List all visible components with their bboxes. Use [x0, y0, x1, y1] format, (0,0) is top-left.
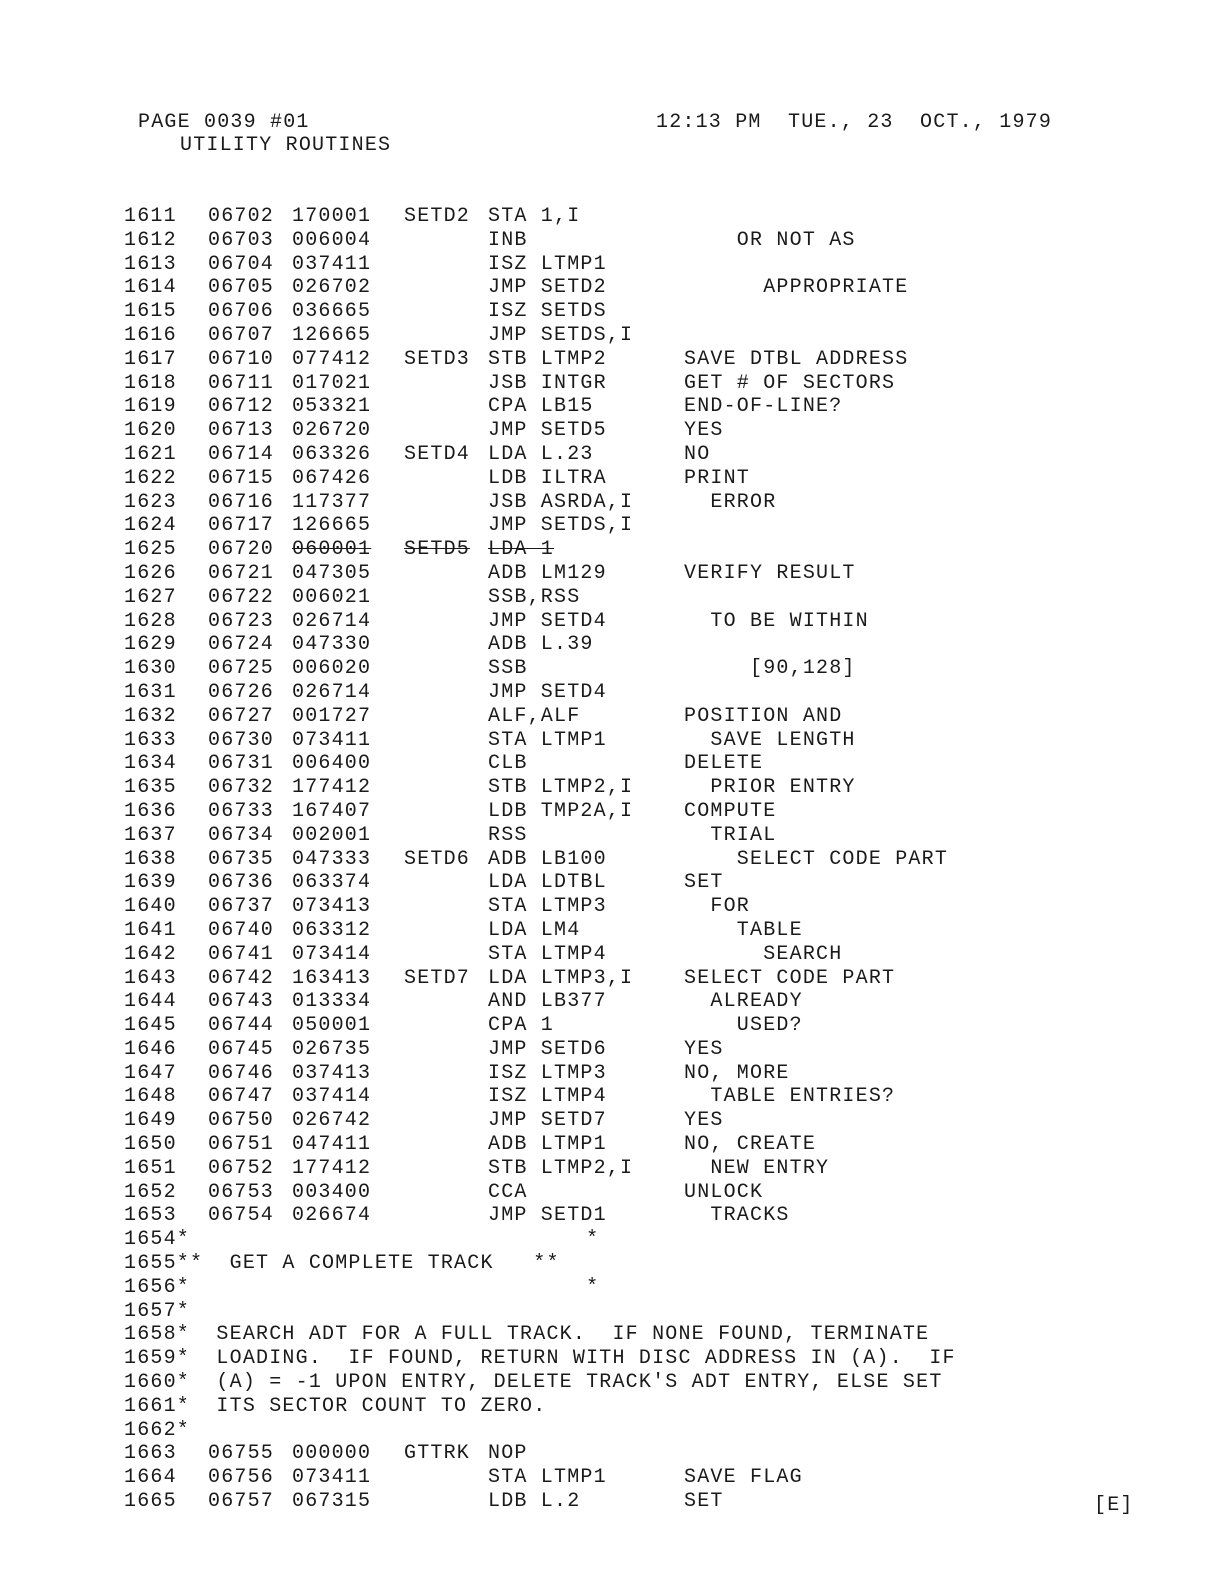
- object-code: 026720: [292, 419, 372, 443]
- instruction: LDA LDTBL: [488, 871, 607, 895]
- instruction: STA LTMP1: [488, 1466, 607, 1490]
- address: 06710: [208, 347, 275, 371]
- line-number: 1619: [124, 395, 177, 419]
- line-number: 1615: [124, 300, 177, 324]
- comment-line-text: 1655** GET A COMPLETE TRACK **: [124, 1252, 560, 1276]
- listing-line: [124, 229, 1124, 253]
- comment: UNLOCK: [684, 1180, 764, 1204]
- address: 06756: [208, 1466, 275, 1490]
- address: 06722: [208, 585, 275, 609]
- listing-line: [124, 276, 1124, 300]
- object-code: 077412: [292, 347, 372, 371]
- comment: OR NOT AS: [684, 228, 856, 252]
- listing-line: [124, 943, 1124, 967]
- listing-line: [124, 586, 1124, 610]
- instruction: LDB TMP2A,I: [488, 799, 634, 823]
- object-code: 006020: [292, 657, 372, 681]
- address: 06707: [208, 323, 275, 347]
- object-code: 006400: [292, 752, 372, 776]
- line-number: 1650: [124, 1133, 177, 1157]
- object-code: 037413: [292, 1061, 372, 1085]
- section-title: UTILITY ROUTINES: [180, 134, 392, 157]
- instruction: STB LTMP2,I: [488, 776, 634, 800]
- comment: NO, MORE: [684, 1061, 790, 1085]
- line-number: 1637: [124, 823, 177, 847]
- address: 06702: [208, 205, 275, 228]
- instruction: ADB L.39: [488, 633, 594, 657]
- address: 06755: [208, 1442, 275, 1466]
- object-code: 047305: [292, 561, 372, 585]
- object-code: 026735: [292, 1037, 372, 1061]
- comment: END-OF-LINE?: [684, 395, 843, 419]
- line-number: 1645: [124, 1014, 177, 1038]
- line-number: 1625: [124, 538, 177, 562]
- comment: TABLE ENTRIES?: [684, 1085, 896, 1109]
- instruction: JMP SETD4: [488, 609, 607, 633]
- object-code: 126665: [292, 514, 372, 538]
- instruction: CPA LB15: [488, 395, 594, 419]
- address: 06721: [208, 561, 275, 585]
- address: 06713: [208, 419, 275, 443]
- instruction: ISZ LTMP3: [488, 1061, 607, 1085]
- address: 06754: [208, 1204, 275, 1228]
- line-number: 1620: [124, 419, 177, 443]
- object-code: 002001: [292, 823, 372, 847]
- page-mark: [E]: [1094, 1494, 1134, 1517]
- object-code: 047411: [292, 1133, 372, 1157]
- object-code: 037411: [292, 252, 372, 276]
- listing-line: [124, 514, 1124, 538]
- line-number: 1613: [124, 252, 177, 276]
- line-number: 1627: [124, 585, 177, 609]
- address: 06741: [208, 942, 275, 966]
- line-number: 1628: [124, 609, 177, 633]
- instruction: STB LTMP2,I: [488, 1156, 634, 1180]
- object-code: 167407: [292, 799, 372, 823]
- address: 06720: [208, 538, 275, 562]
- listing-line: [124, 871, 1124, 895]
- comment: DELETE: [684, 752, 764, 776]
- instruction: JMP SETD1: [488, 1204, 607, 1228]
- address: 06717: [208, 514, 275, 538]
- listing-line: [124, 348, 1124, 372]
- comment: PRINT: [684, 466, 751, 490]
- object-code: 013334: [292, 990, 372, 1014]
- assembly-listing: [124, 205, 1124, 1514]
- listing-line: [124, 538, 1124, 562]
- line-number: 1611: [124, 205, 177, 228]
- page-number: PAGE 0039 #01: [138, 111, 310, 134]
- instruction: LDA LTMP3,I: [488, 966, 634, 990]
- line-number: 1623: [124, 490, 177, 514]
- address: 06744: [208, 1014, 275, 1038]
- line-number: 1636: [124, 799, 177, 823]
- object-code: 026674: [292, 1204, 372, 1228]
- object-code: 177412: [292, 1156, 372, 1180]
- instruction: JSB ASRDA,I: [488, 490, 634, 514]
- object-code: 050001: [292, 1014, 372, 1038]
- address: 06733: [208, 799, 275, 823]
- line-number: 1618: [124, 371, 177, 395]
- label: SETD3: [404, 347, 471, 371]
- object-code: 001727: [292, 704, 372, 728]
- comment: USED?: [684, 1014, 803, 1038]
- listing-line: [124, 1181, 1124, 1205]
- listing-line: [124, 967, 1124, 991]
- comment: TRIAL: [684, 823, 777, 847]
- comment: APPROPRIATE: [684, 276, 909, 300]
- address: 06753: [208, 1180, 275, 1204]
- line-number: 1622: [124, 466, 177, 490]
- label: SETD5: [404, 538, 471, 562]
- comment-line-text: 1654* *: [124, 1228, 600, 1252]
- line-number: 1664: [124, 1466, 177, 1490]
- comment: [90,128]: [684, 657, 856, 681]
- object-code: 026714: [292, 609, 372, 633]
- listing-line: [124, 1419, 1124, 1443]
- instruction: LDA LM4: [488, 918, 581, 942]
- object-code: 026702: [292, 276, 372, 300]
- instruction: STA 1,I: [488, 205, 581, 228]
- listing-line: [124, 491, 1124, 515]
- object-code: 067426: [292, 466, 372, 490]
- comment-line-text: 1661* ITS SECTOR COUNT TO ZERO.: [124, 1394, 547, 1418]
- listing-line: [124, 1228, 1124, 1252]
- comment: VERIFY RESULT: [684, 561, 856, 585]
- object-code: 073413: [292, 895, 372, 919]
- object-code: 063312: [292, 918, 372, 942]
- label: SETD6: [404, 847, 471, 871]
- address: 06734: [208, 823, 275, 847]
- listing-line: [124, 395, 1124, 419]
- object-code: 036665: [292, 300, 372, 324]
- address: 06732: [208, 776, 275, 800]
- comment: NO, CREATE: [684, 1133, 817, 1157]
- listing-line: [124, 253, 1124, 277]
- comment: SET: [684, 1490, 724, 1514]
- listing-line: [124, 205, 1124, 229]
- line-number: 1649: [124, 1109, 177, 1133]
- label: GTTRK: [404, 1442, 471, 1466]
- address: 06714: [208, 442, 275, 466]
- comment: SET: [684, 871, 724, 895]
- line-number: 1624: [124, 514, 177, 538]
- comment-line-text: 1658* SEARCH ADT FOR A FULL TRACK. IF NONE FOUND, TERMINATE: [124, 1323, 930, 1347]
- comment: COMPUTE: [684, 799, 777, 823]
- comment-line-text: 1662*: [124, 1418, 191, 1442]
- address: 06727: [208, 704, 275, 728]
- comment: TO BE WITHIN: [684, 609, 869, 633]
- listing-line: [124, 419, 1124, 443]
- comment: ERROR: [684, 490, 777, 514]
- instruction: ADB LTMP1: [488, 1133, 607, 1157]
- comment: YES: [684, 1037, 724, 1061]
- address: 06724: [208, 633, 275, 657]
- address: 06731: [208, 752, 275, 776]
- comment: YES: [684, 419, 724, 443]
- listing-line: [124, 681, 1124, 705]
- instruction: LDB L.2: [488, 1490, 581, 1514]
- comment: TRACKS: [684, 1204, 790, 1228]
- object-code: 006004: [292, 228, 372, 252]
- instruction: STA LTMP1: [488, 728, 607, 752]
- line-number: 1639: [124, 871, 177, 895]
- print-timestamp: 12:13 PM TUE., 23 OCT., 1979: [656, 111, 1053, 134]
- instruction: JSB INTGR: [488, 371, 607, 395]
- listing-line: [124, 1204, 1124, 1228]
- listing-line: [124, 467, 1124, 491]
- line-number: 1640: [124, 895, 177, 919]
- instruction: AND LB377: [488, 990, 607, 1014]
- listing-line: [124, 752, 1124, 776]
- listing-line: [124, 1252, 1124, 1276]
- line-number: 1647: [124, 1061, 177, 1085]
- object-code: 026714: [292, 680, 372, 704]
- instruction: ISZ LTMP1: [488, 252, 607, 276]
- instruction: JMP SETD5: [488, 419, 607, 443]
- listing-line: [124, 848, 1124, 872]
- address: 06716: [208, 490, 275, 514]
- label: SETD2: [404, 205, 471, 228]
- instruction: NOP: [488, 1442, 528, 1466]
- line-number: 1651: [124, 1156, 177, 1180]
- listing-line: [124, 324, 1124, 348]
- object-code: 170001: [292, 205, 372, 228]
- instruction: JMP SETDS,I: [488, 514, 634, 538]
- address: 06726: [208, 680, 275, 704]
- comment: PRIOR ENTRY: [684, 776, 856, 800]
- listing-line: [124, 729, 1124, 753]
- listing-line: [124, 1085, 1124, 1109]
- listing-line: [124, 1014, 1124, 1038]
- comment: FOR: [684, 895, 751, 919]
- object-code: 060001: [292, 538, 372, 562]
- line-number: 1653: [124, 1204, 177, 1228]
- address: 06705: [208, 276, 275, 300]
- comment: SAVE FLAG: [684, 1466, 803, 1490]
- instruction: SSB: [488, 657, 528, 681]
- instruction: JMP SETDS,I: [488, 323, 634, 347]
- object-code: 017021: [292, 371, 372, 395]
- comment: POSITION AND: [684, 704, 843, 728]
- address: 06750: [208, 1109, 275, 1133]
- line-number: 1626: [124, 561, 177, 585]
- listing-line: [124, 1347, 1124, 1371]
- listing-line: [124, 610, 1124, 634]
- instruction: LDA 1: [488, 538, 555, 562]
- object-code: 053321: [292, 395, 372, 419]
- object-code: 067315: [292, 1490, 372, 1514]
- instruction: STA LTMP3: [488, 895, 607, 919]
- object-code: 063326: [292, 442, 372, 466]
- listing-line: [124, 1276, 1124, 1300]
- listing-line: [124, 372, 1124, 396]
- instruction: ISZ LTMP4: [488, 1085, 607, 1109]
- listing-line: [124, 800, 1124, 824]
- listing-line: [124, 657, 1124, 681]
- listing-line: [124, 1442, 1124, 1466]
- address: 06736: [208, 871, 275, 895]
- address: 06711: [208, 371, 275, 395]
- object-code: 026742: [292, 1109, 372, 1133]
- address: 06757: [208, 1490, 275, 1514]
- instruction: ADB LM129: [488, 561, 607, 585]
- label: SETD7: [404, 966, 471, 990]
- listing-line: [124, 1133, 1124, 1157]
- listing-line: [124, 1157, 1124, 1181]
- listing-line: [124, 633, 1124, 657]
- line-number: 1634: [124, 752, 177, 776]
- line-number: 1644: [124, 990, 177, 1014]
- comment: GET # OF SECTORS: [684, 371, 896, 395]
- object-code: 117377: [292, 490, 372, 514]
- instruction: SSB,RSS: [488, 585, 581, 609]
- address: 06712: [208, 395, 275, 419]
- object-code: 037414: [292, 1085, 372, 1109]
- comment: NEW ENTRY: [684, 1156, 830, 1180]
- listing-line: [124, 1323, 1124, 1347]
- instruction: RSS: [488, 823, 528, 847]
- listing-line: [124, 1300, 1124, 1324]
- object-code: 006021: [292, 585, 372, 609]
- instruction: ADB LB100: [488, 847, 607, 871]
- listing-line: [124, 895, 1124, 919]
- comment: ALREADY: [684, 990, 803, 1014]
- object-code: 073411: [292, 1466, 372, 1490]
- line-number: 1632: [124, 704, 177, 728]
- address: 06743: [208, 990, 275, 1014]
- line-number: 1617: [124, 347, 177, 371]
- listing-line: [124, 1371, 1124, 1395]
- listing-line: [124, 562, 1124, 586]
- line-number: 1635: [124, 776, 177, 800]
- address: 06740: [208, 918, 275, 942]
- line-number: 1646: [124, 1037, 177, 1061]
- address: 06703: [208, 228, 275, 252]
- address: 06704: [208, 252, 275, 276]
- line-number: 1638: [124, 847, 177, 871]
- address: 06742: [208, 966, 275, 990]
- listing-line: [124, 1038, 1124, 1062]
- object-code: 073414: [292, 942, 372, 966]
- object-code: 047333: [292, 847, 372, 871]
- address: 06746: [208, 1061, 275, 1085]
- object-code: 003400: [292, 1180, 372, 1204]
- comment-line-text: 1660* (A) = -1 UPON ENTRY, DELETE TRACK'S ADT ENTRY, ELSE SET: [124, 1371, 943, 1395]
- instruction: CLB: [488, 752, 528, 776]
- line-number: 1631: [124, 680, 177, 704]
- instruction: INB: [488, 228, 528, 252]
- instruction: JMP SETD2: [488, 276, 607, 300]
- comment: SEARCH: [684, 942, 843, 966]
- comment: SAVE DTBL ADDRESS: [684, 347, 909, 371]
- listing-line: [124, 300, 1124, 324]
- instruction: LDB ILTRA: [488, 466, 607, 490]
- instruction: ISZ SETDS: [488, 300, 607, 324]
- line-number: 1648: [124, 1085, 177, 1109]
- line-number: 1643: [124, 966, 177, 990]
- line-number: 1633: [124, 728, 177, 752]
- comment: SELECT CODE PART: [684, 847, 949, 871]
- instruction: ALF,ALF: [488, 704, 581, 728]
- listing-line: [124, 1395, 1124, 1419]
- object-code: 073411: [292, 728, 372, 752]
- listing-line: [124, 1466, 1124, 1490]
- instruction: STA LTMP4: [488, 942, 607, 966]
- line-number: 1630: [124, 657, 177, 681]
- object-code: 047330: [292, 633, 372, 657]
- listing-line: [124, 1062, 1124, 1086]
- listing-line: [124, 1109, 1124, 1133]
- object-code: 177412: [292, 776, 372, 800]
- comment: SELECT CODE PART: [684, 966, 896, 990]
- address: 06715: [208, 466, 275, 490]
- instruction: JMP SETD4: [488, 680, 607, 704]
- listing-line: [124, 824, 1124, 848]
- listing-line: [124, 919, 1124, 943]
- line-number: 1652: [124, 1180, 177, 1204]
- label: SETD4: [404, 442, 471, 466]
- comment: NO: [684, 442, 711, 466]
- line-number: 1641: [124, 918, 177, 942]
- comment-line-text: 1656* *: [124, 1275, 600, 1299]
- listing-line: [124, 776, 1124, 800]
- comment: TABLE: [684, 918, 803, 942]
- instruction: STB LTMP2: [488, 347, 607, 371]
- listing-line: [124, 443, 1124, 467]
- line-number: 1663: [124, 1442, 177, 1466]
- address: 06751: [208, 1133, 275, 1157]
- line-number: 1642: [124, 942, 177, 966]
- instruction: CCA: [488, 1180, 528, 1204]
- instruction: LDA L.23: [488, 442, 594, 466]
- listing-line: [124, 705, 1124, 729]
- comment-line-text: 1657*: [124, 1299, 191, 1323]
- address: 06735: [208, 847, 275, 871]
- address: 06747: [208, 1085, 275, 1109]
- object-code: 063374: [292, 871, 372, 895]
- address: 06737: [208, 895, 275, 919]
- listing-line: [124, 1490, 1124, 1514]
- address: 06706: [208, 300, 275, 324]
- line-number: 1665: [124, 1490, 177, 1514]
- comment: SAVE LENGTH: [684, 728, 856, 752]
- address: 06725: [208, 657, 275, 681]
- object-code: 126665: [292, 323, 372, 347]
- line-number: 1612: [124, 228, 177, 252]
- comment-line-text: 1659* LOADING. IF FOUND, RETURN WITH DISC ADDRESS IN (A). IF: [124, 1347, 956, 1371]
- instruction: JMP SETD7: [488, 1109, 607, 1133]
- address: 06723: [208, 609, 275, 633]
- object-code: 000000: [292, 1442, 372, 1466]
- object-code: 163413: [292, 966, 372, 990]
- instruction: CPA 1: [488, 1014, 555, 1038]
- instruction: JMP SETD6: [488, 1037, 607, 1061]
- listing-line: [124, 990, 1124, 1014]
- address: 06730: [208, 728, 275, 752]
- address: 06745: [208, 1037, 275, 1061]
- line-number: 1614: [124, 276, 177, 300]
- address: 06752: [208, 1156, 275, 1180]
- line-number: 1616: [124, 323, 177, 347]
- line-number: 1621: [124, 442, 177, 466]
- line-number: 1629: [124, 633, 177, 657]
- comment: YES: [684, 1109, 724, 1133]
